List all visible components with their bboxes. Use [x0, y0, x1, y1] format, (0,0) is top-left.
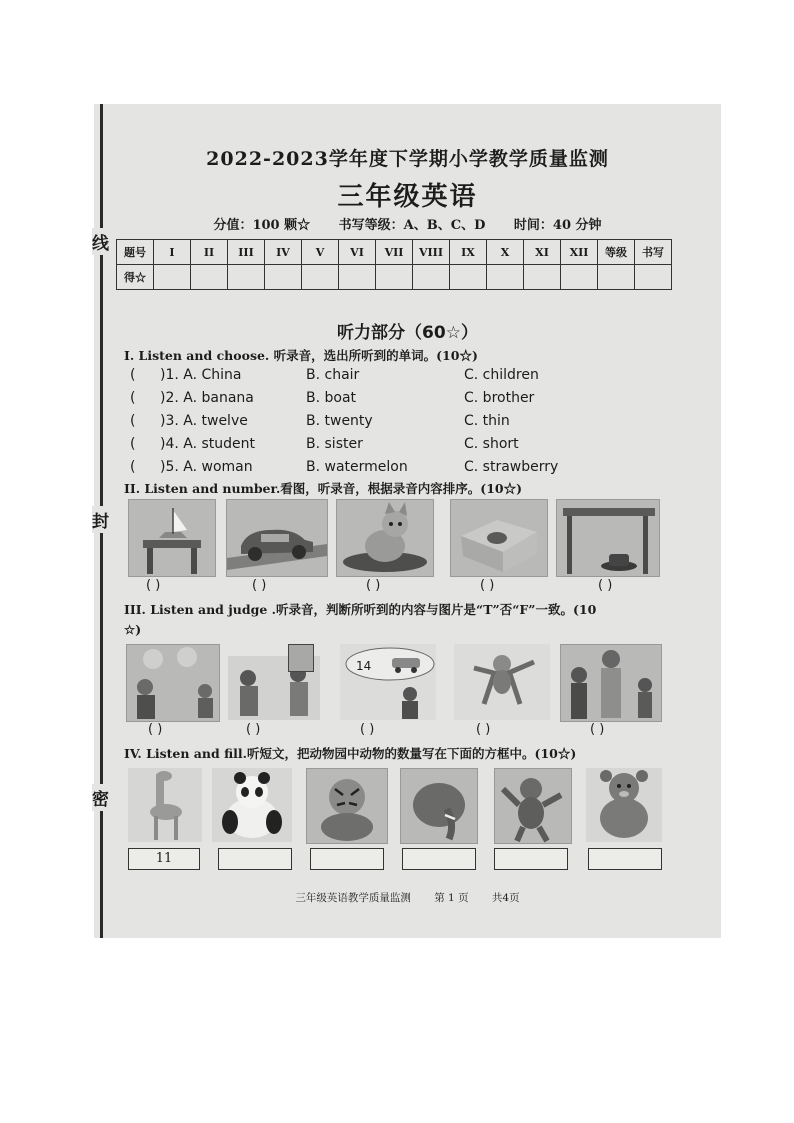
score-entry-cell[interactable] — [154, 265, 191, 290]
score-row-label: 得☆ — [117, 265, 154, 290]
q1-option-c: C. brother — [464, 390, 535, 406]
box-icon — [451, 500, 547, 576]
score-table-value-row — [117, 265, 672, 290]
q1-number-and-option-a: )1. A. China — [160, 367, 242, 383]
score-entry-cell[interactable] — [561, 265, 598, 290]
picture-bear — [586, 768, 662, 842]
score-entry-cell[interactable] — [265, 265, 302, 290]
q3-answer-blank[interactable]: ( ) — [246, 722, 261, 737]
score-cell: V — [302, 240, 339, 265]
footer-page-number: 第 1 页 — [434, 892, 469, 904]
car-count-label: 14 — [356, 659, 372, 673]
score-cell: IV — [265, 240, 302, 265]
score-entry-cell[interactable] — [413, 265, 450, 290]
q1-number-and-option-a: )5. A. woman — [160, 459, 253, 475]
binding-mark: 密 — [92, 784, 109, 811]
q1-row: ( )5. A. woman B. watermelon C. strawberry — [130, 459, 559, 475]
score-entry-cell[interactable] — [191, 265, 228, 290]
q4-answer-box[interactable] — [494, 848, 568, 870]
score-entry-cell[interactable] — [228, 265, 265, 290]
score-cell: II — [191, 240, 228, 265]
picture-tiger — [306, 768, 388, 844]
q2-answer-blank[interactable]: ( ) — [598, 578, 613, 593]
q1-option-b: B. chair — [306, 367, 360, 383]
score-table-header-row — [117, 240, 672, 265]
score-entry-cell[interactable] — [487, 265, 524, 290]
score-cell: X — [487, 240, 524, 265]
panda-icon — [212, 768, 292, 842]
writing-info: 书写等级：A、B、C、D — [338, 218, 486, 233]
picture-monkey-toy — [454, 644, 550, 720]
score-cell: XI — [524, 240, 561, 265]
score-cell: I — [154, 240, 191, 265]
page-footer — [94, 890, 721, 905]
boat-table-icon — [129, 500, 215, 576]
q1-row: ( )1. A. China B. chair C. children — [130, 367, 539, 383]
score-entry-cell[interactable] — [450, 265, 487, 290]
picture-elephant — [400, 768, 478, 844]
listening-section-title: 听力部分（60☆） — [337, 323, 478, 343]
picture-monkey — [494, 768, 572, 844]
q2-heading: II. Listen and number.看图，听录音，根据录音内容排序。(10☆) — [124, 481, 523, 496]
elephant-icon — [401, 769, 477, 843]
score-cell: VIII — [413, 240, 450, 265]
time-info: 时间：40 分钟 — [513, 218, 602, 233]
table-hat-icon — [557, 500, 659, 576]
exam-subtitle: 三年级英语 — [337, 182, 478, 212]
q1-number-and-option-a: )4. A. student — [160, 436, 256, 452]
score-entry-cell[interactable] — [339, 265, 376, 290]
q1-option-c: C. strawberry — [464, 459, 559, 475]
bear-icon — [586, 768, 662, 842]
q1-row: ( )2. A. banana B. boat C. brother — [130, 390, 535, 406]
exam-sheet — [94, 104, 721, 938]
q1-option-c: C. children — [464, 367, 539, 383]
score-cell: III — [228, 240, 265, 265]
q1-number-and-option-a: )3. A. twelve — [160, 413, 248, 429]
footer-total-pages: 共4页 — [491, 892, 520, 904]
q4-heading: IV. Listen and fill.听短文，把动物园中动物的数量写在下面的方框中。(10☆) — [124, 746, 577, 761]
q2-answer-blank[interactable]: ( ) — [366, 578, 381, 593]
q3-answer-blank[interactable]: ( ) — [148, 722, 163, 737]
footer-exam-name: 三年级英语教学质量监测 — [295, 892, 411, 904]
binding-mark: 线 — [92, 228, 109, 255]
q4-answer-box[interactable] — [218, 848, 292, 870]
q3-heading: III. Listen and judge .听录音，判断所听到的内容与图片是“T”否“F”一致。(10 — [124, 602, 597, 617]
q4-answer-box[interactable]: 11 — [128, 848, 200, 870]
picture-hat-under-table — [556, 499, 660, 577]
q2-answer-blank[interactable]: ( ) — [480, 578, 495, 593]
photo-frame-icon — [288, 644, 314, 672]
score-cell: 题号 — [117, 240, 154, 265]
family-icon — [561, 645, 661, 721]
kids-icon — [127, 645, 219, 721]
q2-answer-blank[interactable]: ( ) — [146, 578, 161, 593]
q1-row: ( )4. A. student B. sister C. short — [130, 436, 519, 452]
score-info: 分值：100 颗☆ — [213, 218, 311, 233]
picture-two-kids-talking — [126, 644, 220, 722]
score-cell: 等级 — [598, 240, 635, 265]
q1-option-c: C. short — [464, 436, 519, 452]
q1-row: ( )3. A. twelve B. twenty C. thin — [130, 413, 510, 429]
q1-option-b: B. boat — [306, 390, 357, 406]
score-entry-cell[interactable] — [598, 265, 635, 290]
picture-car-on-bridge — [226, 499, 328, 577]
binding-mark: 封 — [92, 506, 109, 533]
score-entry-cell[interactable] — [635, 265, 672, 290]
tiger-icon — [307, 769, 387, 843]
score-entry-cell[interactable] — [302, 265, 339, 290]
giraffe-icon — [128, 768, 202, 842]
score-table — [116, 239, 672, 290]
toy-car-icon — [340, 644, 436, 720]
q3-heading-continued: ☆) — [124, 622, 142, 637]
q3-answer-blank[interactable]: ( ) — [476, 722, 491, 737]
score-cell: VII — [376, 240, 413, 265]
monkey-toy-icon — [454, 644, 550, 720]
score-entry-cell[interactable] — [524, 265, 561, 290]
q3-answer-blank[interactable]: ( ) — [360, 722, 375, 737]
q1-option-b: B. twenty — [306, 413, 373, 429]
score-entry-cell[interactable] — [376, 265, 413, 290]
picture-panda — [212, 768, 292, 842]
q4-answer-box[interactable] — [588, 848, 662, 870]
score-cell: 书写 — [635, 240, 672, 265]
q1-number-and-option-a: )2. A. banana — [160, 390, 254, 406]
picture-cat-on-mat — [336, 499, 434, 577]
q2-answer-blank[interactable]: ( ) — [252, 578, 267, 593]
q1-option-b: B. watermelon — [306, 459, 408, 475]
q1-option-c: C. thin — [464, 413, 510, 429]
score-cell: VI — [339, 240, 376, 265]
exam-info — [94, 214, 721, 233]
monkey-icon — [495, 769, 571, 843]
exam-title: 2022-2023学年度下学期小学教学质量监测 — [206, 148, 609, 170]
picture-ball-in-box — [450, 499, 548, 577]
car-icon — [227, 500, 327, 576]
q3-answer-blank[interactable]: ( ) — [590, 722, 605, 737]
picture-family-group — [560, 644, 662, 722]
picture-giraffe — [128, 768, 202, 842]
q4-answer-box[interactable] — [402, 848, 476, 870]
q1-option-b: B. sister — [306, 436, 363, 452]
q4-answer-box[interactable] — [310, 848, 384, 870]
score-cell: IX — [450, 240, 487, 265]
score-cell: XII — [561, 240, 598, 265]
picture-boy-with-toy-car — [340, 644, 436, 720]
picture-boat-on-table — [128, 499, 216, 577]
cat-icon — [337, 500, 433, 576]
q1-heading: I. Listen and choose. 听录音，选出所听到的单词。(10☆) — [124, 348, 478, 363]
